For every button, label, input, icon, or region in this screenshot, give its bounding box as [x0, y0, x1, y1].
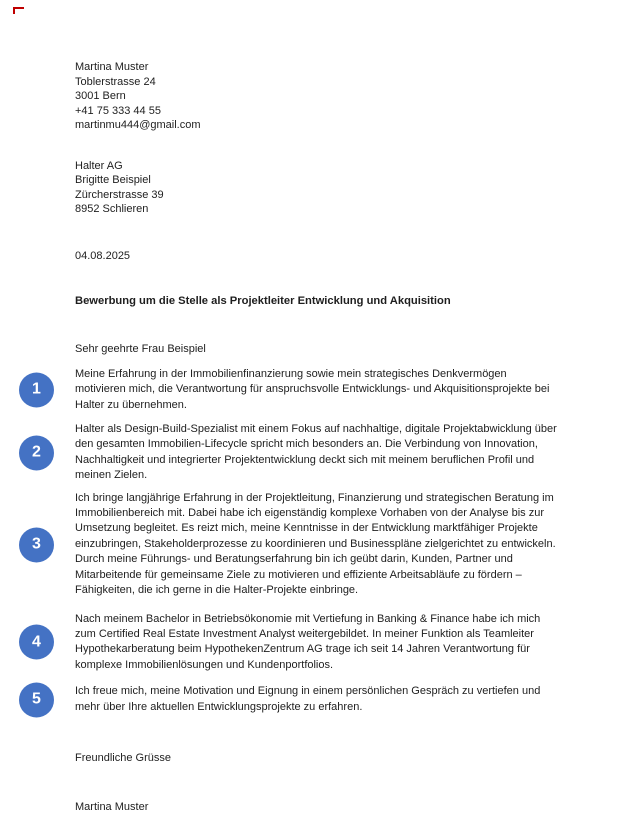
recipient-contact: Brigitte Beispiel	[75, 174, 151, 186]
paragraph-2-number: 2	[32, 443, 41, 461]
page-corner-mark	[13, 7, 24, 14]
closing-line: Freundliche Grüsse	[75, 751, 171, 764]
paragraph-2	[32, 422, 560, 484]
paragraph-1-number-badge	[19, 372, 54, 407]
paragraph-3-text: Ich bringe langjährige Erfahrung in der Projektleitung, Finanzierung und strategischen Beratung im Immobilienbereich mit. Dabei habe ich eigenständig komplexe Vorhaben von der Analyse bis zur Umsetzung begleitet. Es reizt mich, meine Kenntnisse in der Entwicklung marktfähiger Projekte einzubringen, Stakeholderprozesse zu koordinieren und Businesspläne zielgerichtet zu entwickeln. Durch meine Führungs- und Beratungserfahrung bin ich geübt darin, Kunden, Partner und Mitarbeitende für gemeinsame Ziele zu motivieren und effiziente Arbeitsabläufe zu fördern – Fähigkeiten, die ich gerne in die Halter-Projekte einbringe.	[75, 491, 556, 597]
letter-content	[32, 0, 560, 816]
paragraph-5-number: 5	[32, 690, 41, 708]
paragraph-2-text: Halter als Design-Build-Spezialist mit einem Fokus auf nachhaltige, digitale Projektabwicklung über den gesamten Immobilien-Lifecycle spricht mich besonders an. Die Verbindung von Innovation, Nachhaltigkeit und integrierter Projektentwicklung deckt sich mit meinem beruflichen Profil und meinen Zielen.	[75, 423, 557, 482]
paragraph-1	[32, 367, 560, 413]
paragraph-1-number: 1	[32, 380, 41, 398]
subject-line: Bewerbung um die Stelle als Projektleiter Entwicklung und Akquisition	[75, 295, 451, 307]
paragraph-1-text: Meine Erfahrung in der Immobilienfinanzierung sowie mein strategisches Denkvermögen motivieren mich, die Verantwortung für anspruchsvolle Entwicklungs- und Akquisitionsprojekte bei Halter zu übernehmen.	[75, 367, 550, 411]
sender-address-block	[75, 60, 560, 133]
letter-date: 04.08.2025	[75, 249, 131, 262]
paragraph-5-text: Ich freue mich, meine Motivation und Eignung in einem persönlichen Gespräch zu vertiefen und mehr über Ihre aktuellen Entwicklungsprojekte zu erfahren.	[75, 685, 541, 713]
paragraph-2-number-badge	[19, 435, 54, 470]
recipient-address-block	[75, 159, 560, 217]
paragraph-5-number-badge	[19, 682, 54, 717]
sender-email: martinmu444@gmail.com	[75, 119, 201, 131]
recipient-city: 8952 Schlieren	[75, 203, 149, 215]
paragraph-3-number-badge	[19, 527, 54, 562]
sender-name: Martina Muster	[75, 61, 149, 73]
sender-phone: +41 75 333 44 55	[75, 104, 161, 117]
salutation: Sehr geehrte Frau Beispiel	[75, 343, 206, 356]
paragraph-4-number: 4	[32, 633, 41, 651]
paragraph-4	[32, 612, 560, 674]
recipient-street: Zürcherstrasse 39	[75, 188, 164, 201]
recipient-company: Halter AG	[75, 159, 123, 172]
paragraph-3-number: 3	[32, 535, 41, 553]
paragraph-3	[32, 491, 560, 599]
paragraph-5	[32, 684, 560, 715]
sender-city: 3001 Bern	[75, 90, 126, 102]
paragraph-4-text: Nach meinem Bachelor in Betriebsökonomie mit Vertiefung in Banking & Finance habe ich mich zum Certified Real Estate Investment Analyst weitergebildet. In meiner Funktion als Teamleiter Hypothekarberatung beim HypothekenZentrum AG trage ich seit 14 Jahren Verantwortung für komplexe Immobilienlösungen und Kundenportfolios.	[75, 612, 541, 671]
sender-street: Toblerstrasse 24	[75, 75, 156, 88]
signature-name: Martina Muster	[75, 801, 149, 814]
paragraph-4-number-badge	[19, 625, 54, 660]
